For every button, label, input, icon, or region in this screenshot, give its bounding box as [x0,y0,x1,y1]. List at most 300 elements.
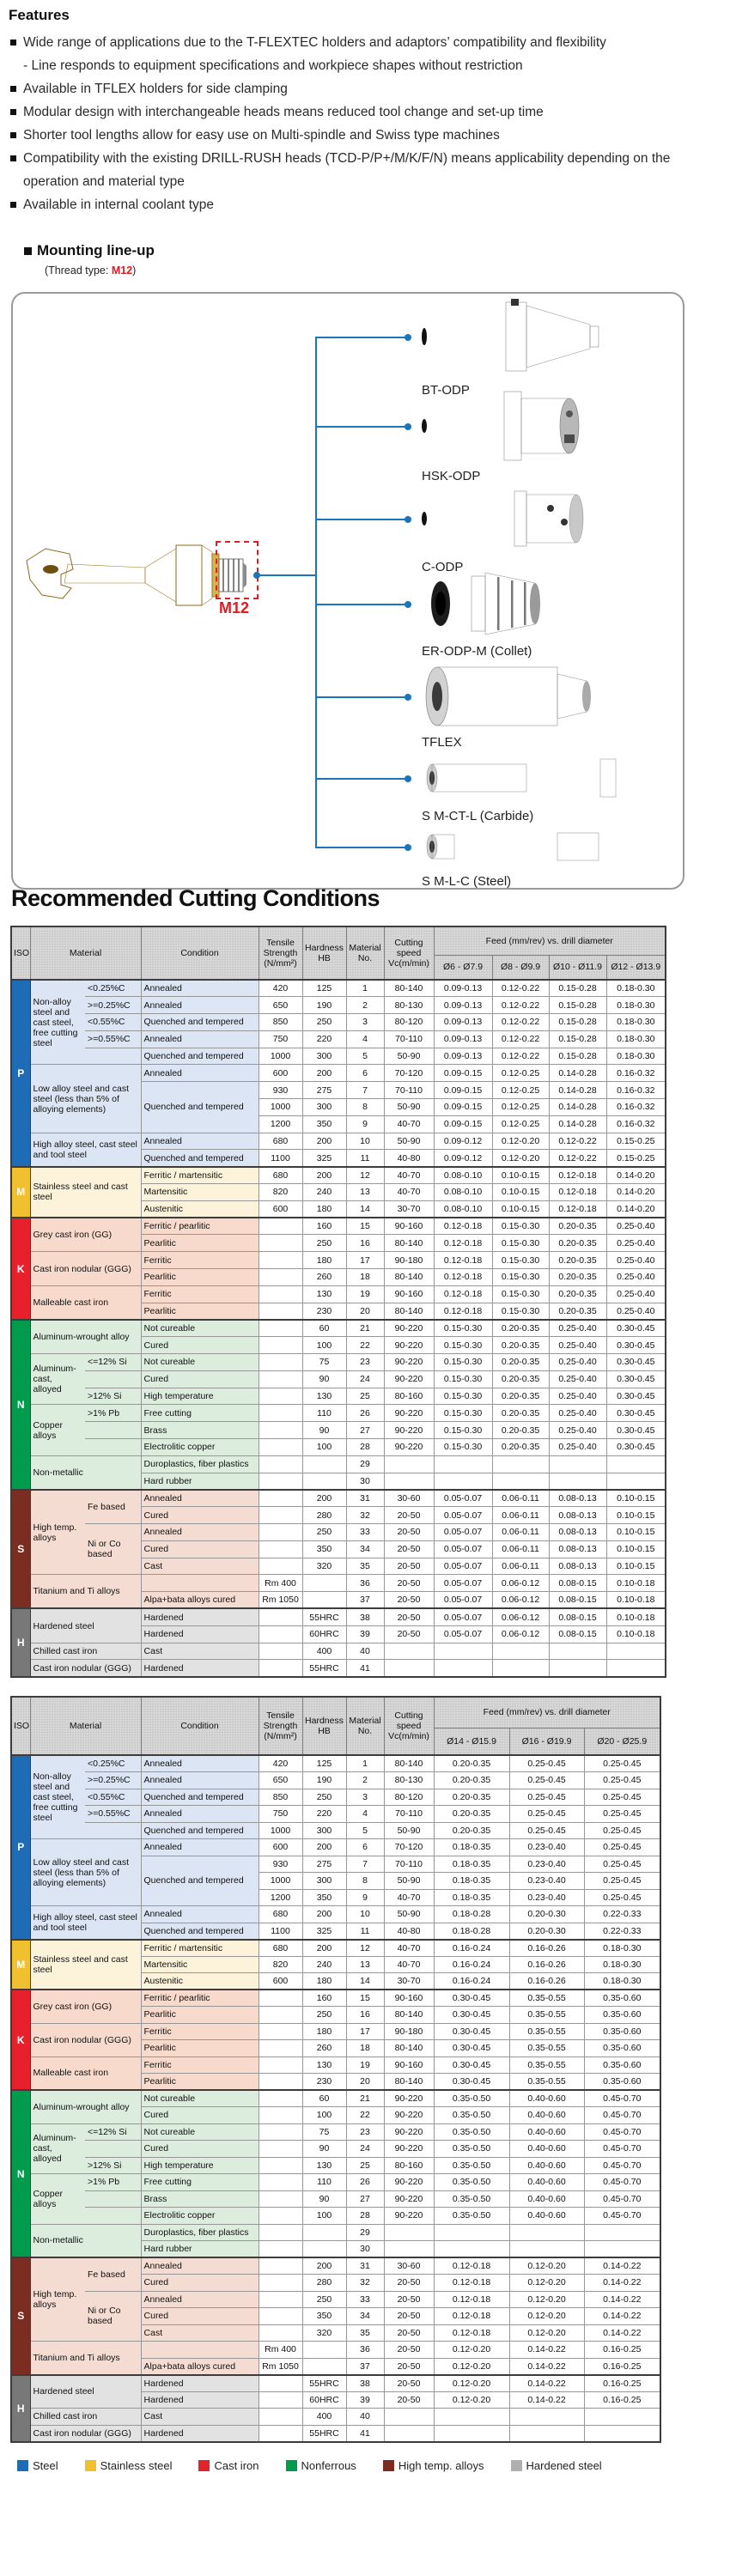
feed-cell: 0.35-0.50 [434,2174,509,2191]
feed-cell: 0.35-0.60 [584,2040,660,2057]
feed-cell [434,1643,492,1660]
cutting-speed-cell: 40-70 [384,1889,434,1906]
hardness-cell: 230 [302,1303,346,1320]
feed-cell [492,1660,549,1677]
feed-cell: 0.45-0.70 [584,2141,660,2158]
material-cell: Grey cast iron (GG) [30,1218,141,1252]
condition-cell: Annealed [141,1524,259,1541]
feed-cell: 0.05-0.07 [434,1507,492,1524]
feed-cell: 0.30-0.45 [606,1337,666,1354]
features-section [9,3,723,216]
feed-cell: 0.10-0.18 [606,1608,666,1625]
cutting-speed-cell: 70-110 [384,1806,434,1823]
feed-cell: 0.06-0.11 [492,1558,549,1575]
hardness-cell: 220 [302,1806,346,1823]
material-no-cell: 5 [346,1048,384,1065]
feed-cell [606,1643,666,1660]
thread-size-label: M12 [219,599,250,617]
tensile-cell: 850 [259,1014,302,1031]
header-condition: Condition [141,927,259,980]
cutting-speed-cell: 80-160 [384,1388,434,1405]
feed-cell: 0.10-0.15 [606,1507,666,1524]
legend-label: Cast iron [214,2459,259,2472]
cutting-speed-cell: 20-50 [384,2291,434,2308]
thread-highlight-box [216,541,259,599]
mounting-diagram-panel [11,292,684,890]
feed-cell: 0.16-0.24 [434,1973,509,1990]
feed-cell: 0.10-0.18 [606,1592,666,1609]
material-cell: High temp. alloys [30,2257,85,2342]
material-no-cell: 24 [346,1370,384,1388]
feed-cell: 0.15-0.25 [606,1150,666,1167]
condition-cell: Pearlitic [141,1269,259,1286]
cutting-speed-cell: 40-70 [384,1956,434,1973]
material-no-cell: 32 [346,2275,384,2292]
feed-cell [584,2425,660,2442]
feed-cell: 0.12-0.25 [492,1082,549,1099]
feature-text: Available in internal coolant type [23,197,215,212]
cutting-speed-cell: 90-220 [384,1405,434,1422]
hardness-cell: 300 [302,1099,346,1116]
hardness-cell: 300 [302,1048,346,1065]
feed-cell: 0.25-0.40 [549,1320,606,1337]
condition-cell: Cast [141,1558,259,1575]
iso-cell: N [11,1320,30,1490]
feed-cell: 0.35-0.50 [434,2208,509,2225]
legend-label: Nonferrous [301,2459,356,2472]
material-no-cell: 33 [346,2291,384,2308]
material-cell: Malleable cast iron [30,1285,141,1320]
condition-cell: Quenched and tempered [141,1014,259,1031]
hardness-cell: 200 [302,1065,346,1082]
cutting-speed-cell: 80-140 [384,2007,434,2024]
hardness-cell: 200 [302,2257,346,2275]
connector-dot [405,601,411,608]
hardness-cell: 200 [302,1133,346,1150]
cutting-speed-cell: 20-50 [384,2358,434,2375]
holder-image [422,665,645,732]
tensile-cell: 650 [259,1772,302,1789]
feed-cell: 0.06-0.11 [492,1524,549,1541]
material-no-cell: 25 [346,2157,384,2174]
feed-cell: 0.16-0.24 [434,1956,509,1973]
holder-item-c-odp [422,484,645,574]
feed-cell: 0.35-0.55 [509,2007,584,2024]
material-no-cell: 37 [346,2358,384,2375]
feed-cell: 0.12-0.20 [434,2391,509,2409]
hardness-cell: 55HRC [302,2425,346,2442]
condition-cell: Martensitic [141,1184,259,1201]
feed-cell: 0.12-0.20 [509,2308,584,2325]
condition-cell: Annealed [141,1772,259,1789]
condition-cell: Ferritic / pearlitic [141,1218,259,1235]
feed-cell: 0.30-0.45 [434,2057,509,2074]
hardness-cell: 100 [302,2107,346,2124]
tensile-cell [259,2174,302,2191]
tensile-cell: 1100 [259,1923,302,1940]
cutting-conditions-title: Recommended Cutting Conditions [11,885,380,911]
feed-cell: 0.30-0.45 [606,1439,666,1456]
tensile-cell: 750 [259,1030,302,1048]
legend-color-swatch [198,2460,210,2471]
feed-cell: 0.40-0.60 [509,2141,584,2158]
feed-cell: 0.30-0.45 [606,1354,666,1371]
condition-cell: Alpa+bata alloys cured [141,2358,259,2375]
holder-image [422,826,645,872]
feed-cell: 0.12-0.22 [492,980,549,997]
tensile-cell [259,1405,302,1422]
feed-cell: 0.06-0.11 [492,1540,549,1558]
iso-cell: H [11,1608,30,1676]
condition-cell: Cured [141,1507,259,1524]
legend-label: High temp. alloys [398,2459,484,2472]
header-tensile-strength: Tensile Strength (N/mm²) [259,1697,302,1755]
material-no-cell: 13 [346,1956,384,1973]
tensile-cell: 680 [259,1906,302,1923]
feed-cell [434,2409,509,2426]
feed-cell [509,2241,584,2258]
feed-cell: 0.16-0.26 [509,1940,584,1957]
material-no-cell: 8 [346,1099,384,1116]
features-title: Features [9,7,70,23]
feed-cell: 0.08-0.10 [434,1167,492,1184]
feed-cell: 0.05-0.07 [434,1558,492,1575]
feed-cell: 0.25-0.40 [606,1303,666,1320]
cutting-speed-cell: 30-60 [384,1490,434,1507]
condition-cell: Hardened [141,1660,259,1677]
cutting-speed-cell: 90-220 [384,2107,434,2124]
condition-cell: Cast [141,2324,259,2342]
tensile-cell [259,1455,302,1473]
feed-cell: 0.12-0.18 [434,1235,492,1252]
header-condition: Condition [141,1697,259,1755]
condition-cell: Quenched and tempered [141,1923,259,1940]
hardness-cell: 250 [302,2291,346,2308]
feature-text: Shorter tool lengths allow for easy use on Multi-spindle and Swiss type machines [23,128,500,143]
cutting-speed-cell: 40-70 [384,1184,434,1201]
cutting-speed-cell: 40-70 [384,1940,434,1957]
cutting-speed-cell: 50-90 [384,1822,434,1839]
hardness-cell: 200 [302,1167,346,1184]
material-no-cell: 16 [346,1235,384,1252]
hardness-cell: 280 [302,1507,346,1524]
condition-cell: Hardened [141,2375,259,2392]
condition-cell: Pearlitic [141,2040,259,2057]
condition-cell: Electrolitic copper [141,1439,259,1456]
feature-bullet [9,77,723,100]
feed-cell: 0.18-0.35 [434,1839,509,1856]
feed-cell: 0.15-0.30 [434,1405,492,1422]
spec-cell [85,2141,141,2158]
feed-cell: 0.12-0.22 [549,1150,606,1167]
tensile-cell [259,1608,302,1625]
feed-cell: 0.10-0.15 [492,1200,549,1218]
condition-cell: Martensitic [141,1956,259,1973]
material-no-cell: 19 [346,2057,384,2074]
tensile-cell: 420 [259,1755,302,1772]
material-no-cell: 34 [346,1540,384,1558]
material-no-cell: 33 [346,1524,384,1541]
header-feed: Feed (mm/rev) vs. drill diameter [434,927,666,955]
cutting-speed-cell: 80-120 [384,1014,434,1031]
feed-cell: 0.25-0.40 [549,1405,606,1422]
material-cell: Non-alloy steel and cast steel, free cutting steel [30,1755,85,1839]
hardness-cell: 350 [302,1115,346,1133]
hardness-cell: 400 [302,2409,346,2426]
feed-cell: 0.45-0.70 [584,2107,660,2124]
hardness-cell: 100 [302,1439,346,1456]
feed-cell: 0.25-0.40 [549,1337,606,1354]
condition-cell: Quenched and tempered [141,1150,259,1167]
hardness-cell [302,1575,346,1592]
thread-type-note [45,264,136,276]
tensile-cell: 680 [259,1133,302,1150]
hardness-cell: 230 [302,2074,346,2091]
feed-cell: 0.30-0.45 [434,2007,509,2024]
tensile-cell: 600 [259,1973,302,1990]
feed-cell: 0.12-0.18 [434,1252,492,1269]
feed-cell: 0.25-0.40 [549,1388,606,1405]
hardness-cell: 200 [302,1906,346,1923]
condition-cell: Ferritic [141,2023,259,2040]
material-no-cell: 5 [346,1822,384,1839]
material-no-cell: 1 [346,980,384,997]
condition-cell: Ferritic / martensitic [141,1940,259,1957]
holder-image [422,484,645,557]
spec-cell: Fe based [85,2257,141,2291]
feed-cell: 0.25-0.40 [606,1218,666,1235]
hardness-cell: 130 [302,2057,346,2074]
feature-text: Available in TFLEX holders for side clamping [23,82,288,96]
material-cell: Aluminum-cast, alloyed [30,1354,85,1405]
feed-cell: 0.35-0.60 [584,1990,660,2007]
tensile-cell [259,2040,302,2057]
cutting-speed-cell: 90-180 [384,2023,434,2040]
feed-cell: 0.20-0.35 [492,1337,549,1354]
cutting-speed-cell: 80-140 [384,2074,434,2091]
feed-cell: 0.15-0.30 [492,1252,549,1269]
tensile-cell: 1200 [259,1889,302,1906]
feature-subtext: - Line responds to equipment specifications and workpiece shapes without restriction [23,58,523,73]
feature-text: Compatibility with the existing DRILL-RUSH heads (TCD-P/P+/M/K/F/N) means applicability depending on the operation and material type [23,151,671,189]
header-material: Material [30,927,141,980]
feed-cell: 0.25-0.40 [549,1370,606,1388]
holder-image [422,390,645,466]
cutting-speed-cell: 90-220 [384,1337,434,1354]
tensile-cell: 1000 [259,1873,302,1890]
cutting-speed-cell: 20-50 [384,1625,434,1643]
spec-cell: <=12% Si [85,1354,141,1371]
material-cell: Grey cast iron (GG) [30,1990,141,2023]
material-no-cell: 29 [346,1455,384,1473]
feed-cell: 0.25-0.45 [509,1822,584,1839]
feed-cell: 0.15-0.28 [549,1014,606,1031]
tensile-cell [259,1507,302,1524]
feed-cell: 0.08-0.13 [549,1507,606,1524]
hardness-cell: 325 [302,1923,346,1940]
tensile-cell [259,1337,302,1354]
tensile-cell [259,1540,302,1558]
hardness-cell: 130 [302,2157,346,2174]
material-cell: Aluminum-wrought alloy [30,2090,141,2123]
tensile-cell [259,1558,302,1575]
condition-cell: Ferritic / martensitic [141,1167,259,1184]
feed-cell: 0.15-0.30 [434,1354,492,1371]
holder-item-s-m-ct-l-carbide [422,754,645,823]
legend-label: Stainless steel [100,2459,173,2472]
feed-cell [434,2241,509,2258]
holder-label: TFLEX [422,735,462,750]
cutting-speed-cell [384,2425,434,2442]
hardness-cell: 75 [302,1354,346,1371]
feed-cell: 0.14-0.20 [606,1200,666,1218]
spec-cell [85,1370,141,1388]
spec-cell: <=12% Si [85,2123,141,2141]
feed-cell: 0.20-0.35 [549,1218,606,1235]
material-no-cell: 34 [346,2308,384,2325]
drill-head-image [23,523,246,626]
header-tensile-strength: Tensile Strength (N/mm²) [259,927,302,980]
material-no-cell: 3 [346,1789,384,1806]
cutting-speed-cell: 90-220 [384,2090,434,2107]
spec-cell [85,1439,141,1456]
hardness-cell: 200 [302,1839,346,1856]
feed-cell [606,1455,666,1473]
feed-cell [509,2409,584,2426]
cutting-speed-cell: 80-140 [384,980,434,997]
thread-type-suffix: ) [132,264,137,276]
feed-cell: 0.12-0.20 [434,2358,509,2375]
hardness-cell: 180 [302,1200,346,1218]
feed-cell: 0.15-0.30 [492,1218,549,1235]
feed-cell: 0.30-0.45 [606,1388,666,1405]
condition-cell: Austenitic [141,1973,259,1990]
spec-cell: Ni or Co based [85,2291,141,2342]
material-no-cell: 41 [346,1660,384,1677]
cutting-speed-cell: 20-50 [384,2342,434,2359]
cutting-speed-cell: 90-160 [384,1285,434,1303]
material-no-cell: 9 [346,1115,384,1133]
feed-cell [492,1643,549,1660]
connector-line [315,337,406,338]
feed-cell: 0.12-0.18 [434,1218,492,1235]
cutting-speed-cell: 80-120 [384,1789,434,1806]
connector-line [255,574,315,576]
feed-cell: 0.35-0.55 [509,2040,584,2057]
cutting-speed-cell: 70-110 [384,1082,434,1099]
feed-cell: 0.15-0.28 [549,1048,606,1065]
feed-cell: 0.12-0.22 [492,997,549,1014]
tensile-cell [259,2308,302,2325]
feed-cell: 0.12-0.20 [509,2324,584,2342]
material-no-cell: 37 [346,1592,384,1609]
feed-cell: 0.23-0.40 [509,1889,584,1906]
condition-cell: Cured [141,1370,259,1388]
feed-cell: 0.12-0.18 [434,1285,492,1303]
spec-cell: >1% Pb [85,1405,141,1422]
feed-cell: 0.20-0.35 [434,1789,509,1806]
tensile-cell [259,2074,302,2091]
spec-cell: Ni or Co based [85,1524,141,1575]
feed-cell: 0.20-0.35 [549,1269,606,1286]
feed-cell [549,1473,606,1490]
material-no-cell: 31 [346,1490,384,1507]
hardness-cell: 220 [302,1030,346,1048]
cutting-table-small-diameters [10,926,666,1678]
tensile-cell [259,1252,302,1269]
material-no-cell: 9 [346,1889,384,1906]
material-no-cell: 14 [346,1200,384,1218]
condition-cell: Annealed [141,2257,259,2275]
feed-cell: 0.40-0.60 [509,2090,584,2107]
feed-cell: 0.25-0.45 [509,1772,584,1789]
feed-cell: 0.10-0.15 [606,1524,666,1541]
material-no-cell: 12 [346,1940,384,1957]
feed-cell: 0.35-0.50 [434,2157,509,2174]
feed-cell: 0.12-0.18 [434,2257,509,2275]
feed-cell: 0.18-0.30 [584,1940,660,1957]
condition-cell: Cured [141,2275,259,2292]
hardness-cell: 200 [302,1490,346,1507]
material-no-cell: 12 [346,1167,384,1184]
cutting-speed-cell [384,1660,434,1677]
feed-cell: 0.18-0.30 [606,980,666,997]
feed-cell: 0.35-0.50 [434,2090,509,2107]
condition-cell: Hard rubber [141,1473,259,1490]
feed-cell: 0.35-0.55 [509,2023,584,2040]
condition-cell: Pearlitic [141,2007,259,2024]
feed-cell [434,1660,492,1677]
material-no-cell: 11 [346,1923,384,1940]
material-no-cell: 35 [346,1558,384,1575]
material-no-cell: 15 [346,1990,384,2007]
holder-label: S M-CT-L (Carbide) [422,809,534,823]
iso-cell: H [11,2375,30,2442]
feed-cell: 0.23-0.40 [509,1856,584,1873]
condition-cell: Annealed [141,980,259,997]
material-no-cell: 41 [346,2425,384,2442]
tensile-cell: 1000 [259,1048,302,1065]
feed-cell: 0.16-0.25 [584,2342,660,2359]
hardness-cell [302,2241,346,2258]
spec-cell: >=0.55%C [85,1806,141,1823]
square-bullet-icon [10,132,16,138]
cutting-speed-cell: 50-90 [384,1133,434,1150]
holder-item-hsk-odp [422,390,645,483]
hardness-cell: 55HRC [302,1608,346,1625]
spec-cell: <0.55%C [85,1014,141,1031]
feed-cell: 0.14-0.22 [584,2291,660,2308]
condition-cell: Annealed [141,1065,259,1082]
tensile-cell [259,1490,302,1507]
feed-cell: 0.25-0.45 [584,1856,660,1873]
spec-cell: Fe based [85,1490,141,1524]
feed-cell: 0.08-0.15 [549,1625,606,1643]
feed-cell: 0.12-0.22 [492,1048,549,1065]
condition-cell: High temperature [141,1388,259,1405]
feed-cell: 0.20-0.35 [492,1354,549,1371]
condition-cell: Quenched and tempered [141,1082,259,1133]
feed-cell: 0.12-0.25 [492,1115,549,1133]
feed-cell: 0.14-0.22 [509,2375,584,2392]
feed-cell: 0.10-0.15 [492,1167,549,1184]
cutting-speed-cell: 70-120 [384,1839,434,1856]
feed-cell: 0.30-0.45 [606,1422,666,1439]
legend-item-hardened-steel [511,2459,602,2472]
feed-cell [509,2425,584,2442]
condition-cell: Annealed [141,1490,259,1507]
feed-cell: 0.16-0.25 [584,2391,660,2409]
